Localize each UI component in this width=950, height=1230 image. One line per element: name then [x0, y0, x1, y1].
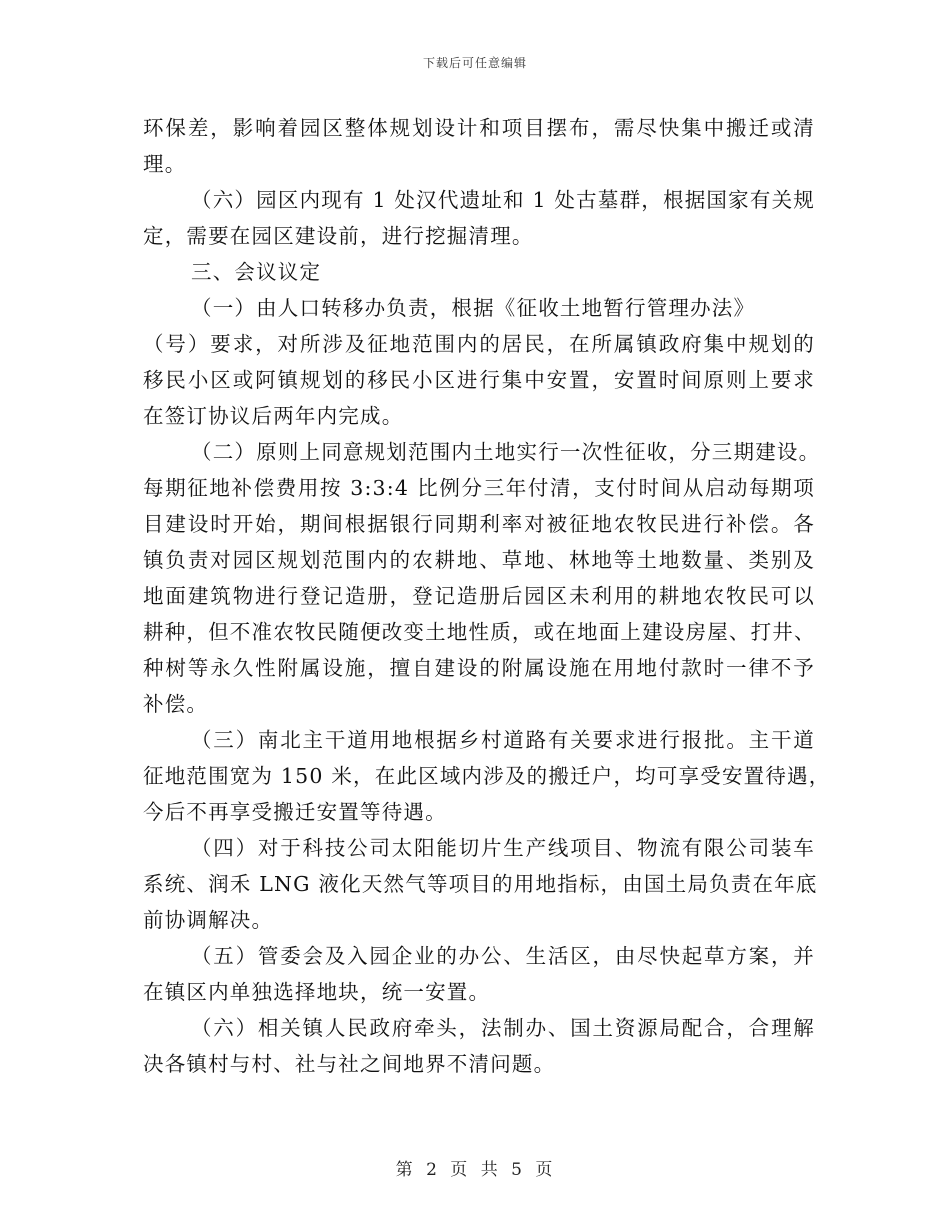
text-line: 移民小区或阿镇规划的移民小区进行集中安置，安置时间原则上要求 — [143, 368, 815, 392]
section-heading: 三、会议议定 — [191, 260, 322, 284]
text-line: 理。 — [143, 152, 187, 176]
paragraph-start-line: （三）南北主干道用地根据乡村道路有关要求进行报批。主干道 — [191, 728, 815, 752]
text-line: 在签订协议后两年内完成。 — [143, 404, 404, 428]
text-line: 前协调解决。 — [143, 908, 274, 932]
document-body — [143, 110, 831, 1082]
text-line: 征地范围宽为 150 米，在此区域内涉及的搬迁户，均可享受安置待遇， — [143, 764, 831, 788]
paragraph-start-line: （二）原则上同意规划范围内土地实行一次性征收，分三期建设。 — [191, 440, 821, 464]
text-line: 耕种，但不准农牧民随便改变土地性质，或在地面上建设房屋、打井、 — [143, 620, 816, 644]
text-line: 环保差，影响着园区整体规划设计和项目摆布，需尽快集中搬迁或清 — [143, 116, 815, 140]
paragraph-start-line: （四）对于科技公司太阳能切片生产线项目、物流有限公司装车 — [191, 836, 815, 860]
paragraph-start-line: （五）管委会及入园企业的办公、生活区，由尽快起草方案，并 — [191, 944, 815, 968]
text-line: 地面建筑物进行登记造册，登记造册后园区未利用的耕地农牧民可以 — [143, 584, 815, 608]
text-line: 决各镇村与村、社与社之间地界不清问题。 — [143, 1052, 556, 1076]
text-line: 今后不再享受搬迁安置等待遇。 — [143, 800, 447, 824]
paragraph-start-line: （一）由人口转移办负责，根据《征收土地暂行管理办法》 — [191, 296, 756, 320]
text-line: 定，需要在园区建设前，进行挖掘清理。 — [143, 224, 534, 248]
text-line: （号）要求，对所涉及征地范围内的居民，在所属镇政府集中规划的 — [143, 332, 815, 356]
text-line: 种树等永久性附属设施，擅自建设的附属设施在用地付款时一律不予 — [143, 656, 815, 680]
paragraph-start-line: （六）园区内现有 1 处汉代遗址和 1 处古墓群，根据国家有关规 — [191, 188, 815, 212]
text-line: 在镇区内单独选择地块，统一安置。 — [143, 980, 491, 1004]
text-line: 镇负责对园区规划范围内的农耕地、草地、林地等土地数量、类别及 — [143, 548, 815, 572]
header-note: 下载后可任意编辑 — [422, 56, 527, 70]
page-number-footer: 第 2 页 共 5 页 — [395, 1160, 555, 1180]
text-line: 目建设时开始，期间根据银行同期利率对被征地农牧民进行补偿。各 — [143, 512, 815, 536]
text-line: 补偿。 — [143, 692, 209, 716]
text-line: 每期征地补偿费用按 3:3:4 比例分三年付清，支付时间从启动每期项 — [143, 476, 815, 500]
text-line: 系统、润禾 LNG 液化天然气等项目的用地指标，由国土局负责在年底 — [143, 872, 818, 896]
paragraph-start-line: （六）相关镇人民政府牵头，法制办、国土资源局配合，合理解 — [191, 1016, 815, 1040]
